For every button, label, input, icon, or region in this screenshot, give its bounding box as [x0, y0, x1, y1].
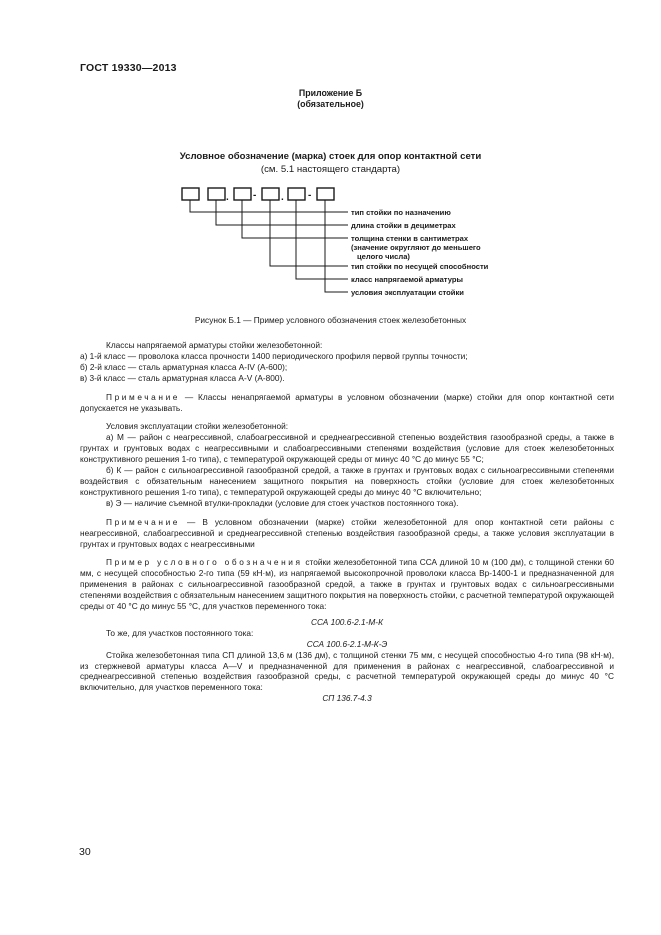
paragraph: Условия эксплуатации стойки железобетонной:	[106, 421, 289, 432]
diagram-label: класс напрягаемой арматуры	[351, 275, 463, 284]
diagram-label: тип стойки по несущей способности	[351, 262, 489, 271]
note-paragraph	[80, 517, 614, 550]
list-item: а) 1-й класс — проволока класса прочности 1400 периодического профиля первой группы точности;	[80, 350, 468, 361]
designation-example: ССА 100.6-2.1-М-К	[311, 616, 383, 627]
designation-example: ССА 100.6-2.1-М-К-Э	[306, 638, 388, 649]
designation-example: СП 136.7-4.3	[322, 693, 372, 704]
diagram-label: условия эксплуатации стойки	[351, 288, 464, 297]
section-title: Условное обозначение (марка) стоек для опор контактной сети	[179, 151, 482, 162]
paragraph: То же, для участков постоянного тока:	[106, 627, 254, 638]
note-label: Примечание	[106, 391, 181, 402]
appendix-status: (обязательное)	[297, 99, 364, 109]
note-paragraph	[80, 392, 614, 414]
slot-box	[262, 188, 279, 200]
diagram-label: тип стойки по назначению	[351, 208, 451, 217]
paragraph: Классы напрягаемой арматуры стойки железобетонной:	[106, 340, 323, 350]
diagram-label: целого числа)	[357, 252, 410, 261]
diagram-label: (значение округляют до меньшего	[351, 243, 481, 252]
slot-box	[317, 188, 334, 200]
slot-box	[182, 188, 199, 200]
section-subtitle: (см. 5.1 настоящего стандарта)	[260, 164, 401, 175]
slot-box	[288, 188, 305, 200]
list-item: в) Э — наличие съемной втулки-прокладки (условие для стоек участков постоянного тока).	[106, 497, 459, 508]
diagram-label: толщина стенки в сантиметрах	[351, 234, 469, 243]
list-item: б) 2-й класс — сталь арматурная класса A-IV (А-600);	[80, 361, 288, 372]
slot-box	[208, 188, 225, 200]
example-label: Пример условного обозначения	[106, 557, 303, 568]
separator: .	[281, 192, 284, 203]
document-header: ГОСТ 19330—2013	[80, 62, 177, 74]
slot-box	[234, 188, 251, 200]
list-item: а) М — район с неагрессивной, слабоагрессивной и среднеагрессивной степенью воздействия газообразной среды, а также в грунтах и грунтовых водах с неагрессивными и слабоагрессивными степенями воздействия (условие для стоек железобетонных конструктивного решения 1-го типа), с температурой окружающей среды от минус 40 °С до минус 55 °С;	[80, 432, 614, 465]
note-label: Примечание	[106, 516, 181, 527]
separator: -	[253, 190, 257, 201]
list-item: б) К — район с сильноагрессивной газообразной средой, а также в грунтах и грунтовых водах с сильноагрессивными степенями воздействия с обязательным нанесением защитного покрытия на поверхность стойки (условие для стоек железобетонных конструктивного решения 1-го типа), с температурой окружающей среды до минус 40 °С включительно;	[80, 465, 614, 497]
body-text-1	[80, 340, 614, 704]
note-text: — Классы ненапрягаемой арматуры в условном обозначении (марке) стойки для опор контактной сети допускается не указывать.	[80, 391, 614, 413]
separator: -	[308, 190, 312, 201]
page-number: 30	[79, 846, 91, 858]
appendix-title: Приложение Б	[298, 88, 363, 98]
designation-diagram	[0, 0, 661, 330]
note-text: — В условном обозначении (марке) стойки железобетонной для опор контактной сети районы с неагрессивной, слабоагрессивной и среднеагрессивной степенью воздействия газообразной среды, а также условия эксплуатации в грунтах и грунтовых водах с неагрессивными	[80, 516, 614, 549]
list-item: в) 3-й класс — сталь арматурная класса A-V (А-800).	[80, 372, 285, 383]
paragraph: Стойка железобетонная типа СП длиной 13,6 м (136 дм), с толщиной стенки 75 мм, с несущей способностью 4-го типа (98 кН·м), из стержневой арматуры класса А—V и предназначенной для применения в районах с неагрессивной, слабоагрессивной и среднеагрессивной степенью воздействия газообразной среды, с расчетной температурой окружающей среды до минус 40 °С включительно, для участков переменного тока:	[80, 649, 614, 693]
example-text: стойки железобетонной типа ССА длиной 10 м (100 дм), с толщиной стенки 60 мм, с несущей способностью 2-го типа (59 кН·м), из напрягаемой высокопрочной проволоки класса Вр-1400-1 и предназначенной для применения в районах с сильноагрессивной газообразной средой, а также в грунтах и грунтовых водах с сильноагрессивными степенями воздействия с обязательным нанесением защитного покрытия на поверхность стойки, с расчетной температурой окружающей среды от 40 °С до минус 55 °С, для участков переменного тока:	[80, 557, 614, 612]
separator: .	[226, 192, 229, 203]
example-paragraph	[80, 557, 614, 612]
figure-caption: Рисунок Б.1 — Пример условного обозначения стоек железобетонных	[194, 315, 467, 325]
diagram-label: длина стойки в дециметрах	[351, 221, 456, 230]
